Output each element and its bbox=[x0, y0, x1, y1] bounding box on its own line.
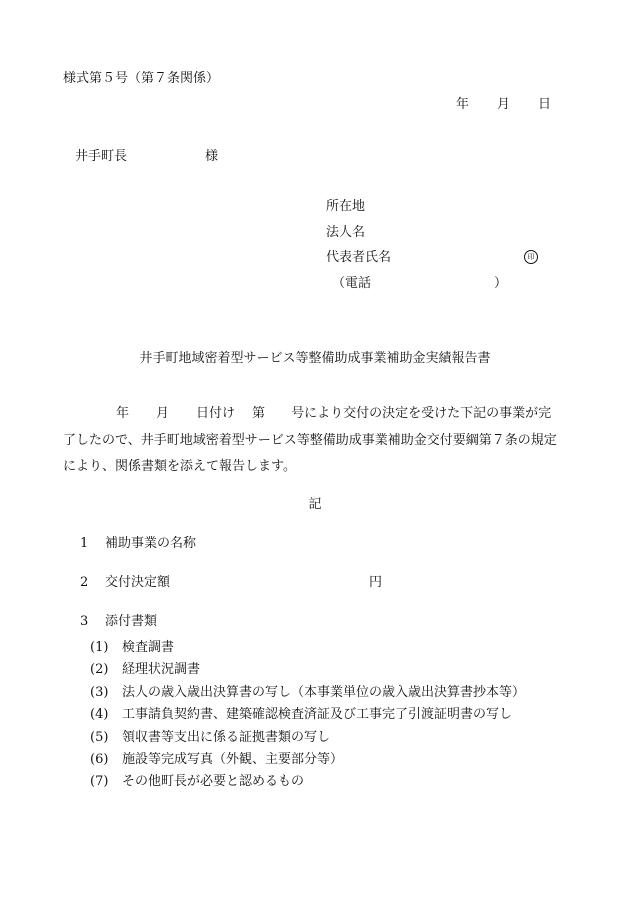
ki-heading: 記 bbox=[308, 497, 322, 512]
body-year: 年 bbox=[116, 406, 130, 421]
item-label: 添付書類 bbox=[105, 614, 158, 629]
item-project-name bbox=[80, 537, 196, 550]
attachment-label: その他町長が必要と認めるもの bbox=[122, 774, 305, 789]
date-year: 年 bbox=[456, 97, 470, 112]
attachment-number: (1) bbox=[90, 640, 109, 655]
body-line-1 bbox=[116, 407, 551, 420]
attachment-label: 領収書等支出に係る証拠書類の写し bbox=[122, 730, 331, 745]
attachment-item bbox=[90, 731, 330, 744]
attachment-item bbox=[90, 775, 304, 788]
attachment-number: (7) bbox=[90, 774, 109, 789]
item-attachments bbox=[80, 615, 157, 628]
attachment-item bbox=[90, 708, 512, 721]
applicant-corp-label: 法人名 bbox=[326, 225, 366, 240]
applicant-phone-line bbox=[332, 277, 507, 290]
attachment-label: 経理状況調書 bbox=[122, 662, 201, 677]
applicant-address-label: 所在地 bbox=[326, 199, 366, 214]
attachment-number: (5) bbox=[90, 730, 109, 745]
applicant-rep-line bbox=[326, 250, 535, 265]
attachment-item bbox=[90, 686, 525, 699]
item-number: 3 bbox=[80, 614, 89, 629]
attachment-number: (2) bbox=[90, 662, 109, 677]
item-grant-amount bbox=[80, 576, 382, 589]
addressee bbox=[75, 150, 218, 163]
attachment-label: 工事請負契約書、建築確認検査済証及び工事完了引渡証明書の写し bbox=[122, 707, 513, 722]
seal-mark-icon: 印 bbox=[524, 250, 538, 264]
attachment-item bbox=[90, 753, 343, 766]
body-line-3: により、関係書類を添えて報告します。 bbox=[63, 459, 296, 474]
attachment-number: (4) bbox=[90, 707, 109, 722]
date-line bbox=[456, 98, 551, 111]
date-day: 日 bbox=[538, 97, 552, 112]
item-unit: 円 bbox=[369, 575, 383, 590]
body-month: 月 bbox=[156, 406, 170, 421]
item-number: 2 bbox=[80, 575, 89, 590]
attachment-number: (6) bbox=[90, 752, 109, 767]
item-label: 交付決定額 bbox=[105, 575, 171, 590]
item-number: 1 bbox=[80, 536, 89, 551]
applicant-rep-label: 代表者氏名 bbox=[326, 250, 392, 265]
addressee-name: 井手町長 bbox=[75, 149, 128, 164]
body-line-2: 了したので、井手町地域密着型サービス等整備助成事業補助金交付要綱第７条の規定 bbox=[63, 433, 557, 448]
addressee-honorific: 様 bbox=[205, 149, 219, 164]
body-line1-rest: 号により交付の決定を受けた下記の事業が完 bbox=[291, 406, 552, 421]
applicant-phone-label: （電話 bbox=[332, 276, 372, 291]
item-label: 補助事業の名称 bbox=[105, 536, 197, 551]
body-dai: 第 bbox=[252, 406, 266, 421]
applicant-phone-close: ） bbox=[494, 276, 508, 291]
attachment-item bbox=[90, 641, 174, 654]
attachment-item bbox=[90, 663, 200, 676]
date-month: 月 bbox=[497, 97, 511, 112]
attachment-label: 施設等完成写真（外観、主要部分等） bbox=[122, 752, 344, 767]
body-day-ref: 日付け bbox=[196, 406, 236, 421]
attachment-number: (3) bbox=[90, 685, 109, 700]
document-title: 井手町地域密着型サービス等整備助成事業補助金実績報告書 bbox=[139, 351, 491, 366]
attachment-label: 法人の歳入歳出決算書の写し（本事業単位の歳入歳出決算書抄本等） bbox=[122, 685, 526, 700]
form-number: 様式第５号（第７条関係） bbox=[63, 71, 220, 86]
attachment-label: 検査調書 bbox=[122, 640, 175, 655]
